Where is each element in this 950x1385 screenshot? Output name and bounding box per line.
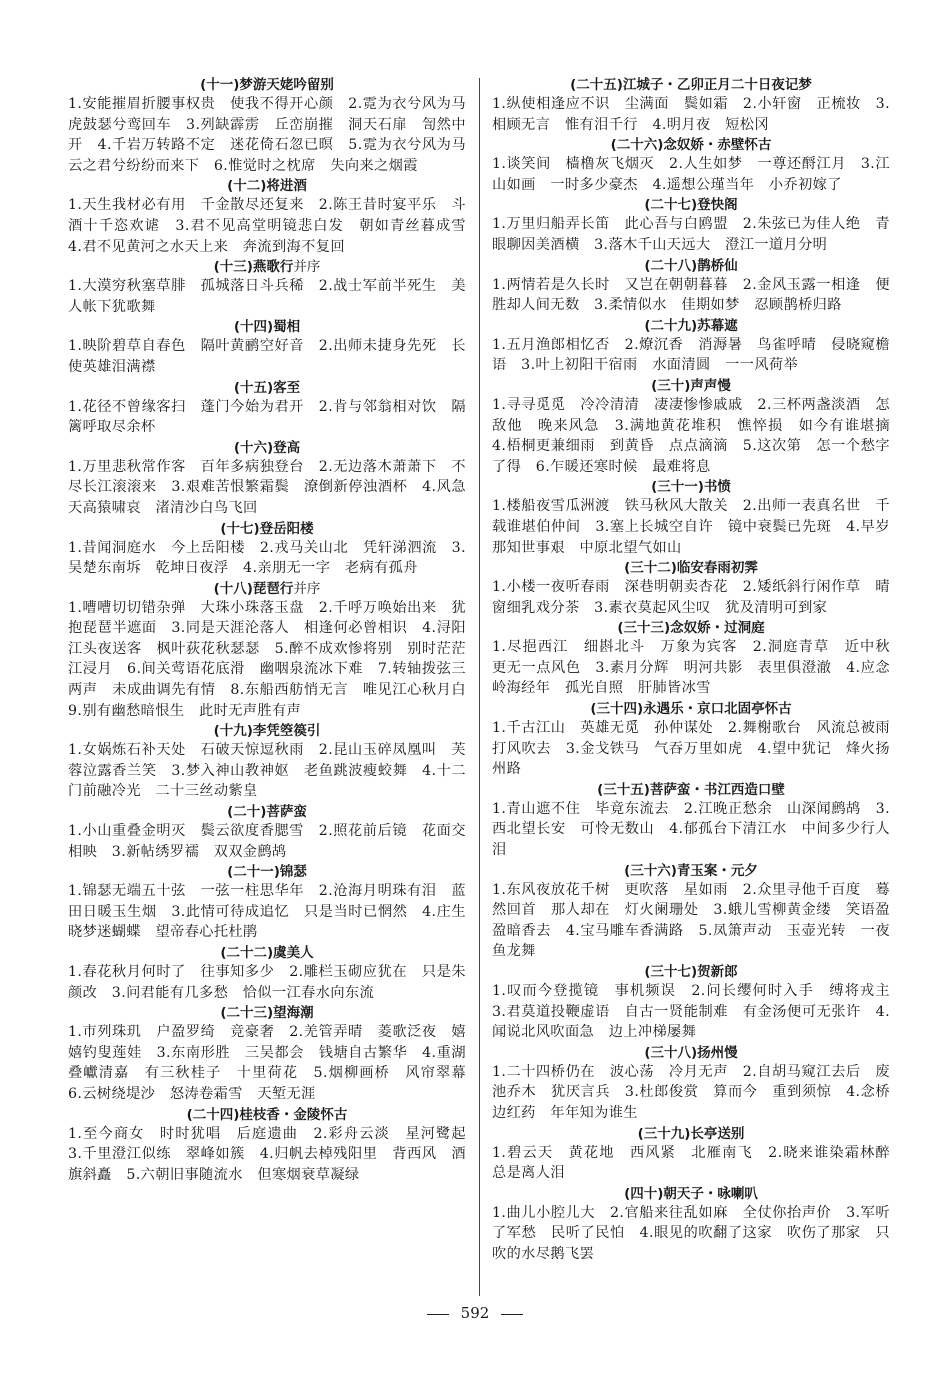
section-title bbox=[492, 1044, 890, 1062]
section-title bbox=[68, 439, 466, 457]
section-title bbox=[68, 177, 466, 195]
poem-section bbox=[492, 700, 890, 780]
section-title-text: (十七)登岳阳楼 bbox=[220, 520, 314, 537]
answer-text: 1.碧云天 黄花地 西风紧 北雁南飞 2.晓来谁染霜林醉 总是离人泪 bbox=[492, 1144, 905, 1182]
poem-section bbox=[68, 318, 466, 377]
section-title bbox=[492, 1125, 890, 1143]
section-title bbox=[492, 136, 890, 154]
section-title-text: (二十九)苏幕遮 bbox=[644, 317, 738, 334]
section-title-text: (十三)燕歌行 bbox=[213, 259, 294, 276]
answer-text: 1.二十四桥仍在 波心荡 冷月无声 2.自胡马窥江去后 废池乔木 犹厌言兵 3.杜郎俊赏 算而今 重到须惊 4.念桥边红药 年年知为谁生 bbox=[492, 1063, 890, 1121]
section-title-text: (十六)登高 bbox=[233, 439, 301, 456]
section-title-text: (二十二)虞美人 bbox=[220, 945, 314, 961]
answer-text: 1.叹而今登揽镜 事机频误 2.问长缨何时入手 缚将戎主 3.君莫道投鞭虚语 自古一贤能制难 有金汤便可无张许 4.闻说北风吹面急 边上冲梯屡舞 bbox=[492, 983, 905, 1041]
section-title bbox=[492, 196, 890, 214]
section-title bbox=[492, 257, 890, 275]
section-title-text: (三十七)贺新郎 bbox=[644, 964, 738, 980]
poem-section bbox=[492, 1044, 890, 1124]
poem-section bbox=[68, 258, 466, 317]
answer-text: 1.锦瑟无端五十弦 一弦一柱思华年 2.沧海月明珠有泪 蓝田日暖玉生烟 3.此情可待成追忆 只是当时已惘然 4.庄生晓梦迷蝴蝶 望帝春心托杜鹃 bbox=[68, 883, 466, 941]
section-title-text: (二十五)江城子・乙卯正月二十日夜记梦 bbox=[570, 77, 812, 93]
answer-text: 1.大漠穷秋塞草腓 孤城落日斗兵稀 2.战士军前半死生 美人帐下犹歌舞 bbox=[68, 278, 466, 315]
section-title-text: (二十三)望海潮 bbox=[220, 1005, 314, 1022]
answer-text: 1.曲儿小腔儿大 2.官船来往乱如麻 全仗你抬声价 3.军听了军愁 民听了民怕 4.眼见的吹翻了这家 吹伤了那家 只吹的水尽鹅飞罢 bbox=[492, 1204, 890, 1262]
poem-section bbox=[68, 520, 466, 579]
section-title bbox=[68, 722, 466, 740]
poem-section bbox=[68, 803, 466, 862]
answer-text: 1.纵使相逢应不识 尘满面 鬓如霜 2.小轩窗 正梳妆 3.相顾无言 惟有泪千行 4.明月夜 短松冈 bbox=[492, 96, 890, 133]
poem-section bbox=[492, 136, 890, 195]
poem-section bbox=[68, 863, 466, 943]
section-title bbox=[492, 478, 890, 496]
section-title-text: (十八)琵琶行 bbox=[213, 580, 294, 597]
poem-section bbox=[68, 379, 466, 438]
section-title bbox=[68, 379, 466, 397]
answer-text: 1.尽挹西江 细斟北斗 万象为宾客 2.洞庭青草 近中秋 更无一点风色 3.素月分辉 明河共影 表里俱澄澈 4.应念岭海经年 孤光自照 肝肺皆冰雪 bbox=[492, 639, 905, 697]
section-title-text: (十九)李凭箜篌引 bbox=[213, 723, 321, 740]
poem-section bbox=[492, 559, 890, 618]
answer-text: 1.昔闻洞庭水 今上岳阳楼 2.戎马关山北 凭轩涕泗流 3.吴楚东南坼 乾坤日夜浮 4.亲朋无一字 老病有孤舟 bbox=[68, 539, 466, 577]
section-title bbox=[68, 580, 466, 598]
poem-section bbox=[492, 1185, 890, 1265]
answer-text: 1.千古江山 英雄无觅 孙仲谋处 2.舞榭歌台 风流总被雨打风吹去 3.金戈铁马 气吞万里如虎 4.望中犹记 烽火扬州路 bbox=[492, 720, 890, 778]
section-title-text: (二十四)桂枝香・金陵怀古 bbox=[186, 1106, 348, 1123]
section-title-text: (四十)朝天子・咏喇叭 bbox=[624, 1185, 758, 1202]
poem-section bbox=[68, 944, 466, 1003]
section-title-text: (三十三)念奴娇・过洞庭 bbox=[617, 620, 765, 637]
footer-dash-left bbox=[427, 1314, 449, 1315]
answer-text: 1.五月渔郎相忆否 2.燎沉香 消溽暑 鸟雀呼晴 侵晓窥檐语 3.叶上初阳干宿雨 水面清圆 一一风荷举 bbox=[492, 336, 890, 374]
answer-text: 1.天生我材必有用 千金散尽还复来 2.陈王昔时宴平乐 斗酒十千恣欢谑 3.君不见高堂明镜悲白发 朝如青丝暮成雪 4.君不见黄河之水天上来 奔流到海不复回 bbox=[68, 197, 481, 255]
section-title-text: (三十一)书愤 bbox=[651, 479, 731, 496]
poem-section bbox=[492, 963, 905, 1043]
poem-section bbox=[68, 177, 481, 257]
section-title bbox=[492, 1185, 890, 1203]
section-title bbox=[68, 318, 466, 336]
section-title-text: (三十二)临安春雨初霁 bbox=[624, 560, 758, 577]
section-title bbox=[68, 520, 466, 538]
answer-text: 1.万里悲秋常作客 百年多病独登台 2.无边落木萧萧下 不尽长江滚滚来 3.艰难苦恨繁霜鬓 潦倒新停浊酒杯 4.风急天高猿啸哀 渚清沙白鸟飞回 bbox=[68, 458, 466, 516]
poem-section bbox=[492, 1125, 905, 1184]
poem-section bbox=[68, 76, 481, 176]
section-title-text: (十四)蜀相 bbox=[233, 319, 301, 336]
poem-section bbox=[68, 1106, 481, 1186]
answer-text: 1.东风夜放花千树 更吹落 星如雨 2.众里寻他千百度 蓦然回首 那人却在 灯火阑珊处 3.蛾儿雪柳黄金缕 笑语盈盈暗香去 4.宝马雕车香满路 5.凤箫声动 玉壶光转 一夜鱼龙舞 bbox=[492, 881, 890, 960]
section-title-text: (二十一)锦瑟 bbox=[227, 864, 307, 881]
page-footer bbox=[0, 1304, 950, 1322]
section-title bbox=[68, 863, 466, 881]
poem-section bbox=[492, 781, 890, 861]
poem-section bbox=[492, 619, 905, 699]
poem-section bbox=[492, 478, 890, 558]
section-title bbox=[492, 559, 890, 577]
section-title bbox=[68, 803, 466, 821]
section-title-text: (二十七)登快阁 bbox=[644, 197, 738, 214]
section-title bbox=[492, 377, 890, 395]
section-title bbox=[68, 944, 466, 962]
section-title-text: (三十四)永遇乐・京口北固亭怀古 bbox=[590, 701, 792, 718]
section-title bbox=[492, 76, 890, 94]
section-title bbox=[492, 781, 890, 799]
answer-text: 1.两情若是久长时 又岂在朝朝暮暮 2.金风玉露一相逢 便胜却人间无数 3.柔情似水 佳期如梦 忍顾鹊桥归路 bbox=[492, 276, 890, 314]
answer-text: 1.谈笑间 樯橹灰飞烟灭 2.人生如梦 一尊还酹江月 3.江山如画 一时多少豪杰 4.遥想公瑾当年 小乔初嫁了 bbox=[492, 156, 890, 193]
section-title bbox=[68, 76, 466, 94]
section-title bbox=[68, 1106, 466, 1124]
answer-text: 1.女娲炼石补天处 石破天惊逗秋雨 2.昆山玉碎凤凰叫 芙蓉泣露香兰笑 3.梦入神山教神妪 老鱼跳波瘦蛟舞 4.十二门前融冷光 二十三丝动紫皇 bbox=[68, 742, 466, 800]
page-number: 592 bbox=[460, 1304, 490, 1322]
answer-text: 1.小楼一夜听春雨 深巷明朝卖杏花 2.矮纸斜行闲作草 晴窗细乳戏分茶 3.素衣莫起风尘叹 犹及清明可到家 bbox=[492, 579, 890, 616]
section-title-text: (十二)将进酒 bbox=[227, 178, 307, 195]
section-title-text: (三十)声声慢 bbox=[651, 377, 731, 394]
section-title-note: 并序 bbox=[293, 580, 321, 597]
answer-text: 1.嘈嘈切切错杂弹 大珠小珠落玉盘 2.千呼万唤始出来 犹抱琵琶半遮面 3.同是天涯沦落人 相逢何必曾相识 4.浔阳江头夜送客 枫叶荻花秋瑟瑟 5.醉不成欢惨将别 别时茫茫江浸月 6.间关莺语花底滑 幽咽泉流冰下难 7.转轴拨弦三两声 未成曲调先有情 8.东船西舫悄无言 唯见江心秋月白 9.别有幽愁暗恨生 此时无声胜有声 bbox=[68, 599, 481, 719]
poem-section bbox=[68, 1004, 481, 1104]
section-title-text: (三十六)青玉案・元夕 bbox=[624, 862, 758, 879]
section-title bbox=[492, 619, 890, 637]
answer-text: 1.安能摧眉折腰事权贵 使我不得开心颜 2.霓为衣兮风为马 虎鼓瑟兮鸾回车 3.列缺霹雳 丘峦崩摧 洞天石扉 訇然中开 4.千岩万转路不定 迷花倚石忽已暝 5.霓为衣兮风为马 云之君兮纷纷而来下 6.惟觉时之枕席 失向来之烟霞 bbox=[68, 96, 481, 174]
answer-text: 1.小山重叠金明灭 鬓云欲度香腮雪 2.照花前后镜 花面交相映 3.新帖绣罗襦 双双金鹧鸪 bbox=[68, 823, 466, 860]
section-title-text: (十一)梦游天姥吟留别 bbox=[200, 77, 334, 93]
section-title-text: (十五)客至 bbox=[233, 379, 301, 396]
section-title bbox=[68, 1004, 466, 1022]
poem-section bbox=[492, 76, 890, 135]
answer-text: 1.花径不曾缘客扫 蓬门今始为君开 2.肯与邻翁相对饮 隔篱呼取尽余杯 bbox=[68, 398, 466, 436]
answer-text: 1.映阶碧草自春色 隔叶黄鹂空好音 2.出师未捷身先死 长使英雄泪满襟 bbox=[68, 338, 466, 375]
section-title bbox=[492, 317, 890, 335]
answer-page bbox=[62, 76, 905, 1316]
poem-section bbox=[492, 257, 890, 316]
section-title-text: (二十八)鹊桥仙 bbox=[644, 257, 738, 274]
footer-dash-right bbox=[501, 1314, 523, 1315]
left-column bbox=[68, 76, 481, 1186]
poem-section bbox=[492, 377, 905, 477]
poem-section bbox=[492, 317, 890, 376]
column-divider bbox=[479, 78, 480, 1296]
poem-section bbox=[68, 439, 466, 519]
poem-section bbox=[492, 196, 890, 255]
section-title-text: (三十九)长亭送别 bbox=[637, 1125, 745, 1142]
answer-text: 1.市列珠玑 户盈罗绮 竞豪奢 2.羌管弄晴 菱歌泛夜 嬉嬉钓叟莲娃 3.东南形胜 三吴都会 钱塘自古繁华 4.重湖叠巘清嘉 有三秋桂子 十里荷花 5.烟柳画桥 风帘翠幕 6.云树绕堤沙 怒涛卷霜雪 天堑无涯 bbox=[68, 1024, 481, 1102]
section-title bbox=[492, 862, 890, 880]
section-title bbox=[492, 700, 890, 718]
answer-text: 1.春花秋月何时了 往事知多少 2.雕栏玉砌应犹在 只是朱颜改 3.问君能有几多愁 恰似一江春水向东流 bbox=[68, 964, 466, 1001]
poem-section bbox=[492, 862, 890, 962]
section-title bbox=[492, 963, 890, 981]
section-title-note: 并序 bbox=[293, 259, 321, 276]
section-title-text: (二十六)念奴娇・赤壁怀古 bbox=[610, 137, 772, 154]
poem-section bbox=[68, 580, 481, 722]
section-title-text: (三十八)扬州慢 bbox=[644, 1044, 738, 1061]
answer-text: 1.青山遮不住 毕竟东流去 2.江晚正愁余 山深闻鹧鸪 3.西北望长安 可怜无数山 4.郁孤台下清江水 中间多少行人泪 bbox=[492, 800, 890, 859]
section-title-text: (三十五)菩萨蛮・书江西造口壁 bbox=[597, 781, 785, 798]
right-column bbox=[492, 76, 905, 1266]
answer-text: 1.楼船夜雪瓜洲渡 铁马秋风大散关 2.出师一表真名世 千载谁堪伯仲间 3.塞上长城空自许 镜中衰鬓已先斑 4.早岁那知世事艰 中原北望气如山 bbox=[492, 498, 890, 556]
poem-section bbox=[68, 722, 466, 802]
section-title bbox=[68, 258, 466, 276]
answer-text: 1.至今商女 时时犹唱 后庭遗曲 2.彩舟云淡 星河鹭起 3.千里澄江似练 翠峰如簇 4.归帆去棹残阳里 背西风 酒旗斜矗 5.六朝旧事随流水 但寒烟衰草凝绿 bbox=[68, 1125, 481, 1183]
section-title-text: (二十)菩萨蛮 bbox=[227, 804, 307, 821]
answer-text: 1.万里归船弄长笛 此心吾与白鸥盟 2.朱弦已为佳人绝 青眼聊因美酒横 3.落木千山天远大 澄江一道月分明 bbox=[492, 216, 890, 253]
answer-text: 1.寻寻觅觅 冷冷清清 凄凄惨惨戚戚 2.三杯两盏淡酒 怎敌他 晚来风急 3.满地黄花堆积 憔悴损 如今有谁堪摘 4.梧桐更兼细雨 到黄昏 点点滴滴 5.这次第 怎一个愁字了得 6.乍暖还寒时候 最难将息 bbox=[492, 396, 905, 475]
